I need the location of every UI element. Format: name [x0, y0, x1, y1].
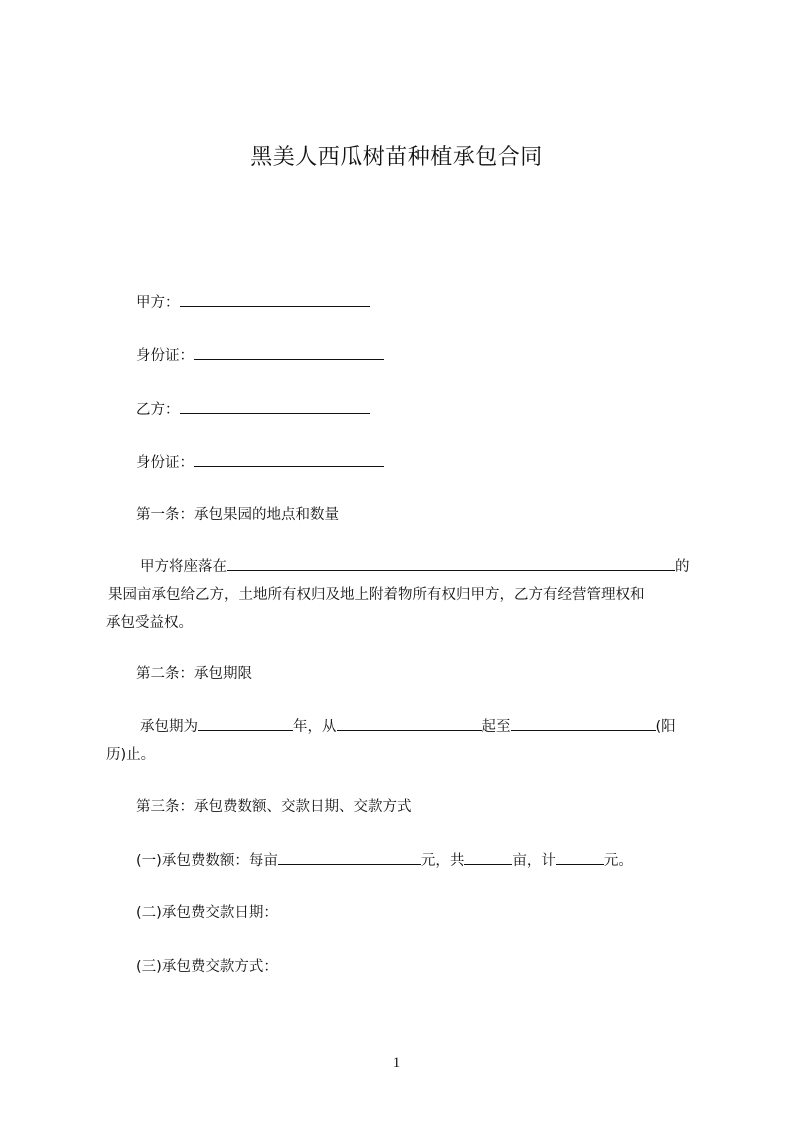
fee-unit-label: 元。: [603, 853, 633, 869]
article-1-text-3: 承包受益权。: [106, 615, 193, 631]
fee-date-line: (二)承包费交款日期：: [136, 905, 278, 921]
term-from-label: 年，从: [293, 719, 337, 735]
article-1-line-3: [106, 609, 702, 637]
article-1-location-suffix: 的: [675, 559, 690, 575]
party-b-id-line: [136, 452, 384, 473]
party-a-blank[interactable]: [180, 292, 370, 307]
fee-amount-label: (一)承包费数额：每亩: [136, 853, 278, 869]
party-a-line: [136, 292, 370, 313]
total-mu-blank[interactable]: [464, 850, 512, 865]
party-a-id-label: 身份证：: [136, 348, 194, 364]
term-label: 承包期为: [140, 719, 198, 735]
term-calendar-label: (阳: [655, 719, 676, 735]
article-2-heading: 第二条：承包期限: [136, 666, 252, 682]
orchard-location-blank[interactable]: [227, 556, 675, 571]
article-2-line-1: [106, 713, 702, 741]
term-start-blank[interactable]: [337, 716, 482, 731]
article-1-line-2: [106, 581, 702, 609]
article-2-paragraph: [106, 713, 702, 769]
party-a-label: 甲方：: [136, 295, 180, 311]
party-b-blank[interactable]: [180, 399, 370, 414]
document-title: 黑美人西瓜树苗种植承包合同: [250, 145, 543, 170]
party-a-id-blank[interactable]: [194, 345, 384, 360]
term-end-blank[interactable]: [511, 716, 656, 731]
party-b-label: 乙方：: [136, 402, 180, 418]
article-1-location-prefix: 甲方将座落在: [140, 559, 227, 575]
fee-total-label: 亩，计: [512, 853, 556, 869]
page-number: 1: [392, 1055, 401, 1071]
article-2-text-2: 历)止。: [106, 747, 156, 763]
fee-amount-line: [136, 850, 633, 871]
fee-per-mu-blank[interactable]: [278, 850, 421, 865]
party-b-id-label: 身份证：: [136, 455, 194, 471]
fee-method-line: (三)承包费交款方式：: [136, 959, 278, 975]
term-to-label: 起至: [481, 719, 511, 735]
party-b-id-blank[interactable]: [194, 452, 384, 467]
term-years-blank[interactable]: [198, 716, 293, 731]
article-1-line-1: [106, 553, 702, 581]
party-b-line: [136, 399, 370, 420]
party-a-id-line: [136, 345, 384, 366]
article-1-paragraph: [106, 553, 702, 637]
total-fee-blank[interactable]: [556, 850, 604, 865]
article-2-line-2: [106, 741, 702, 769]
article-3-heading: 第三条：承包费数额、交款日期、交款方式: [136, 799, 412, 815]
fee-total-area-label: 元，共: [420, 853, 465, 869]
article-1-heading: 第一条：承包果园的地点和数量: [136, 507, 339, 523]
article-1-text-2: 果园亩承包给乙方，土地所有权归及地上附着物所有权归甲方，乙方有经营管理权和: [108, 587, 645, 603]
